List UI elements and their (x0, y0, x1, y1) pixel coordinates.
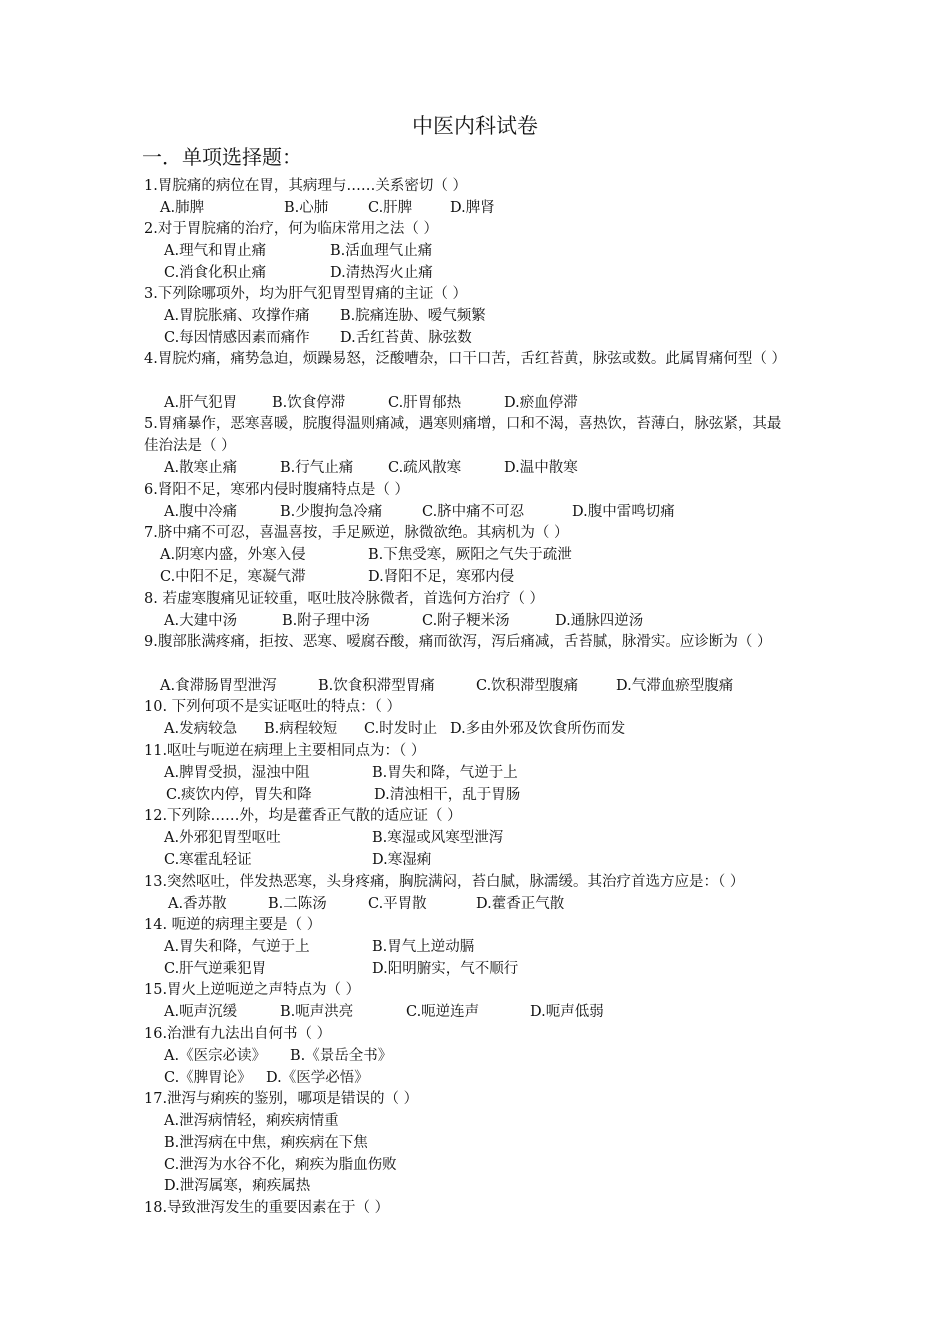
option: D.通脉四逆汤 (555, 613, 644, 629)
option: B.呃声洪亮 (280, 1004, 354, 1020)
question-stem: 2.对于胃脘痛的治疗，何为临床常用之法（ ） (144, 221, 438, 237)
question-stem: 17.泄泻与痢疾的鉴别，哪项是错误的（ ） (144, 1091, 419, 1107)
option: B.少腹拘急冷痛 (280, 504, 383, 520)
option: C.脐中痛不可忍 (422, 504, 525, 520)
option: D.舌红苔黄、脉弦数 (340, 330, 472, 346)
option: B.胃失和降，气逆于上 (372, 765, 518, 781)
question-stem: 5.胃痛暴作，恶寒喜暖，脘腹得温则痛减，遇寒则痛增，口和不渴，喜热饮，苔薄白，脉弦紧，其最佳治法是（ ） (144, 416, 782, 454)
question-stem: 8. 若虚寒腹痛见证较重，呕吐肢冷脉微者，首选何方治疗（ ） (144, 591, 545, 607)
option: A.胃脘胀痛、攻撑作痛 (164, 308, 310, 324)
question-stem: 9.腹部胀满疼痛，拒按、恶寒、嗳腐吞酸，痛而欲泻，泻后痛减，舌苔腻，脉滑实。应诊断为（ ） (144, 634, 772, 650)
option: A.脾胃受损，湿浊中阻 (164, 765, 310, 781)
question-stem: 4.胃脘灼痛，痛势急迫，烦躁易怒，泛酸嘈杂，口干口苦，舌红苔黄，脉弦或数。此属胃痛何型（ ） (144, 351, 786, 367)
question-stem: 13.突然呕吐，伴发热恶寒，头身疼痛，胸脘满闷，苔白腻，脉濡缓。其治疗首选方应是：（ ） (144, 874, 745, 890)
option: C.消食化积止痛 (164, 265, 267, 281)
option: B.心肺 (284, 200, 329, 216)
option: A.理气和胃止痛 (164, 243, 267, 259)
option: A.《医宗必读》 (164, 1048, 267, 1064)
option: C.时发时止 (364, 721, 438, 737)
option: C.疏风散寒 (388, 460, 462, 476)
option: B.饮食积滞型胃痛 (318, 678, 435, 694)
option: C.每因情感因素而痛作 (164, 330, 310, 346)
option: D.温中散寒 (504, 460, 578, 476)
option: C.肝胃郁热 (388, 395, 462, 411)
question-stem: 15.胃火上逆呃逆之声特点为（ ） (144, 982, 361, 998)
option: D.清浊相干，乱于胃肠 (374, 787, 521, 803)
option: C.附子粳米汤 (422, 613, 510, 629)
option: C.泄泻为水谷不化，痢疾为脂血伤败 (164, 1157, 397, 1173)
option: B.病程较短 (264, 721, 338, 737)
question-stem: 16.治泄有九法出自何书（ ） (144, 1026, 332, 1042)
option: D.腹中雷鸣切痛 (572, 504, 675, 520)
option: C.中阳不足，寒凝气滞 (160, 569, 306, 585)
option: C.痰饮内停，胃失和降 (166, 787, 312, 803)
option: D.气滞血瘀型腹痛 (616, 678, 734, 694)
question-stem: 14. 呃逆的病理主要是（ ） (144, 917, 322, 933)
option: D.脾肾 (450, 200, 495, 216)
section-heading: 一．单项选择题： (142, 145, 302, 169)
question-stem: 1.胃脘痛的病位在胃，其病理与……关系密切（ ） (144, 178, 467, 194)
option: C.饮积滞型腹痛 (476, 678, 579, 694)
option: C.平胃散 (368, 896, 427, 912)
option: C.《脾胃论》 (164, 1070, 252, 1086)
option: A.发病较急 (164, 721, 238, 737)
question-stem: 11.呕吐与呃逆在病理上主要相同点为：（ ） (144, 743, 426, 759)
option: A.阴寒内盛，外寒入侵 (160, 547, 306, 563)
option: A.胃失和降，气逆于上 (164, 939, 310, 955)
option: B.泄泻病在中焦，痢疾病在下焦 (164, 1135, 368, 1151)
option: C.呃逆连声 (406, 1004, 480, 1020)
option: C.肝气逆乘犯胃 (164, 961, 267, 977)
question-stem: 6.肾阳不足，寒邪内侵时腹痛特点是（ ） (144, 482, 409, 498)
option: A.散寒止痛 (164, 460, 238, 476)
option: A.泄泻病情轻，痢疾病情重 (164, 1113, 339, 1129)
option: D.呃声低弱 (530, 1004, 604, 1020)
option: A.呃声沉缓 (164, 1004, 238, 1020)
option: B.胃气上逆动膈 (372, 939, 475, 955)
option: B.寒湿或风寒型泄泻 (372, 830, 504, 846)
option: C.寒霍乱轻证 (164, 852, 252, 868)
option: D.肾阳不足，寒邪内侵 (368, 569, 515, 585)
option: D.清热泻火止痛 (330, 265, 433, 281)
option: A.肝气犯胃 (164, 395, 238, 411)
option: B.附子理中汤 (282, 613, 370, 629)
option: B.行气止痛 (280, 460, 354, 476)
option: D.瘀血停滞 (504, 395, 578, 411)
option: D.多由外邪及饮食所伤而发 (450, 721, 626, 737)
option: B.活血理气止痛 (330, 243, 433, 259)
option: A.食滞肠胃型泄泻 (160, 678, 277, 694)
question-stem: 10. 下列何项不是实证呕吐的特点：（ ） (144, 699, 402, 715)
option: B.下焦受寒，厥阳之气失于疏泄 (368, 547, 572, 563)
option: A.大建中汤 (164, 613, 238, 629)
option: A.香苏散 (168, 896, 227, 912)
option: C.肝脾 (368, 200, 413, 216)
option: D.阳明腑实，气不顺行 (372, 961, 519, 977)
option: D.寒湿痢 (372, 852, 432, 868)
option: A.肺脾 (160, 200, 205, 216)
option: D.泄泻属寒，痢疾属热 (164, 1178, 311, 1194)
question-stem: 7.脐中痛不可忍，喜温喜按，手足厥逆，脉微欲绝。其病机为（ ） (144, 525, 569, 541)
option: A.外邪犯胃型呕吐 (164, 830, 281, 846)
option: D.藿香正气散 (476, 896, 565, 912)
exam-title: 中医内科试卷 (412, 114, 538, 138)
option: A.腹中冷痛 (164, 504, 238, 520)
question-stem: 18.导致泄泻发生的重要因素在于（ ） (144, 1200, 390, 1216)
option: D.《医学必悟》 (266, 1070, 369, 1086)
option: B.《景岳全书》 (290, 1048, 393, 1064)
question-stem: 12.下列除……外，均是藿香正气散的适应证（ ） (144, 808, 462, 824)
question-stem: 3.下列除哪项外，均为肝气犯胃型胃痛的主证（ ） (144, 286, 467, 302)
option: B.脘痛连胁、嗳气频繁 (340, 308, 486, 324)
option: B.二陈汤 (268, 896, 327, 912)
option: B.饮食停滞 (272, 395, 346, 411)
